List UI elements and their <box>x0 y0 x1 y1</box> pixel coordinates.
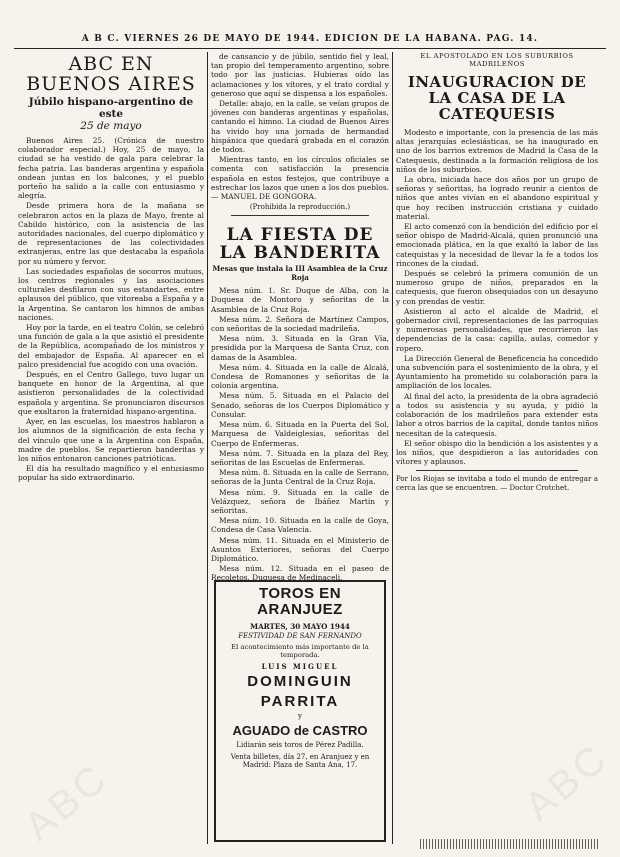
ad-name-3: PARRITA <box>260 693 340 710</box>
ad-date: MARTES, 30 MAYO 1944 <box>250 622 350 631</box>
banderita-subheadline: Mesas que instala la III Asamblea de la Cruz Roja <box>212 264 388 283</box>
paragraph: La obra, iniciada hace dos años por un grupo de señoras y señoritas, ha logrado reunir a cientos de niños que antes vivían en el abandono espiritual y que hoy reciben instrucción cristiana y cuidado material. <box>396 175 598 221</box>
ad-tickets: Venta billetes, día 27, en Aranjuez y en Madrid: Plaza de Santa Ana, 17. <box>230 752 370 769</box>
paragraph: Hoy por la tarde, en el teatro Colón, se celebró una función de gala a la que asistió el presidente de la República, acompañado de los ministros y del embajador de España. Al aparecer en el palco presidencial fue acogido con una ovación. <box>18 323 204 369</box>
paragraph: El acto comenzó con la bendición del edificio por el señor obispo de Madrid-Alcalá, quien pronunció una emocionada plática, en la que exaltó la labor de las catequistas y la necesidad de llevar la fe a todos los rincones de la ciudad. <box>396 222 598 268</box>
paragraph: Mesa núm. 4. Situada en la calle de Alcalá, Condesa de Romanones y señoritas de la colonia argentina. <box>211 362 389 391</box>
paragraph: Mesa núm. 1. Sr. Duque de Alba, con la Duquesa de Montoro y señoritas de la Asamblea de la Cruz Roja. <box>211 286 389 314</box>
column-divider-1 <box>207 52 208 844</box>
paragraph: Las sociedades españolas de socorros mutuos, los centros regionales y las asociaciones culturales desfilaron con sus estandartes, entre aplausos del público, que vitoreaba a España y a la Argentina. Se cantaron los himnos de ambas naciones. <box>18 266 204 322</box>
page-header: A B C. VIERNES 26 DE MAYO DE 1944. EDICION DE LA HABANA. PAG. 14. <box>81 34 539 44</box>
paragraph: Mesa núm. 11. Situada en el Ministerio de Asuntos Exteriores, señoras del Cuerpo Diplomático. <box>211 535 389 563</box>
kicker: EL APOSTOLADO EN LOS SUBURBIOS MADRILEÑOS <box>420 52 574 68</box>
banderita-body <box>211 286 389 582</box>
paragraph: Mientras tanto, en los círculos oficiales se comenta con satisfacción la presencia española en estos festejos, que contribuye a estrechar los lazos que unen a los dos pueblos. — MANUEL DE GONGORA. <box>211 155 389 202</box>
ad-name-1: LUIS MIGUEL <box>261 662 339 671</box>
paragraph: Mesa núm. 3. Situada en la Gran Vía, presidida por la Marquesa de Santa Cruz, con damas de la Asamblea. <box>211 334 389 362</box>
footnote: Por los Riojas se invitaba a todo el mundo de entregar a cerca las que se encuentren. — Doctor Crotchet. <box>396 475 598 492</box>
subheadline: Júbilo hispano-argentino de este <box>28 96 194 120</box>
paragraph: Mesa núm. 5. Situada en el Palacio del Senado, señoras de los Cuerpos Diplomático y Consular. <box>211 391 389 419</box>
paragraph: Mesa núm. 7. Situada en la plaza del Rey, señoritas de las Escuelas de Enfermeras. <box>211 448 389 467</box>
separator <box>416 470 578 471</box>
paragraph: Después, en el Centro Gallego, tuvo lugar un banquete en honor de la Argentina, al que asistieron personalidades de la colectividad española y argentina. Se pronunciaron discursos que exaltaron la fraternidad hispano-argentina. <box>18 370 204 416</box>
scan-margin-marks <box>420 839 600 849</box>
paragraph: Mesa núm. 6. Situada en la Puerta del Sol, Marquesa de Valdeiglesias, señoritas del Cuerpo de Enfermeras. <box>211 420 389 448</box>
column-1 <box>18 52 204 847</box>
watermark: ABC <box>16 754 118 850</box>
ad-name-2: DOMINGUIN <box>247 673 353 690</box>
paragraph: Mesa núm. 9. Situada en la calle de Velázquez, señora de Ibáñez Martín y señoritas. <box>211 487 389 515</box>
paragraph: Al final del acto, la presidenta de la obra agradeció a todos su asistencia y su ayuda, y pidió la colaboración de los madrileños para extender esta labor a otros barrios de la capital, donde tantos niños necesitan de la catequesis. <box>396 391 598 438</box>
ad-info: El acontecimiento más importante de la temporada. <box>231 643 369 659</box>
paragraph: Mesa núm. 12. Situada en el paseo de Recoletos, Duquesa de Medinaceli. <box>211 564 389 583</box>
ad-bulls: Lidiarán seis toros de Pérez Padilla. <box>236 741 364 749</box>
ad-and: y <box>298 712 302 720</box>
column-3 <box>396 52 598 847</box>
article-continuation <box>211 52 389 201</box>
paragraph: La Dirección General de Beneficencia ha concedido una subvención para el sostenimiento de la obra, y el Ayuntamiento ha prometido su colaboración para la ampliación de los locales. <box>396 353 598 391</box>
paragraph: Buenos Aires 25. (Crónica de nuestro colaborador especial.) Hoy, 25 de mayo, la ciudad se ha vestido de gala para celebrar la fecha patria. Las banderas argentina y española ondean juntas en los balcones, y el pueblo porteño ha salido a la calle con entusiasmo y alegría. <box>18 136 204 201</box>
reproduction-notice: (Prohibida la reproducción.) <box>249 203 351 212</box>
subheadline-date: 25 de mayo <box>80 120 142 132</box>
paragraph: Modesto e importante, con la presencia de las más altas jerarquías eclesiásticas, se ha inaugurado en uno de los barrios extremos de Madrid la Casa de la Catequesis, destinada a la formación religiosa de los niños de los suburbios. <box>396 128 598 174</box>
paragraph: Después se celebró la primera comunión de un numeroso grupo de niños, preparados en la catequesis, que fueron obsequiados con un desayuno y con prendas de vestir. <box>396 269 598 306</box>
paragraph: Mesa núm. 2. Señora de Martínez Campos, con señoritas de la sociedad madrileña. <box>211 314 389 334</box>
paragraph: El señor obispo dio la bendición a los asistentes y a los niños, que despidieron a las autoridades con vítores y aplausos. <box>396 438 598 467</box>
paragraph: Detalle: abajo, en la calle, se veían grupos de jóvenes con banderas argentinas y españolas, cantando el himno. La ciudad de Buenos Aires ha vivido hoy una jornada de hermandad hispánica que quedará grabada en el corazón de todos. <box>211 99 389 155</box>
ad-festival: FESTIVIDAD DE SAN FERNANDO <box>238 632 362 640</box>
paragraph: El día ha resultado magnífico y el entusiasmo popular ha sido extraordinario. <box>18 464 204 483</box>
paragraph: Mesa núm. 10. Situada en la calle de Goya, Condesa de Casa Valencia. <box>211 516 389 535</box>
article-body-1 <box>18 136 204 483</box>
headline-banderita: LA FIESTA DE LA BANDERITA <box>219 225 381 264</box>
bullfight-advertisement <box>214 580 386 842</box>
headline-abc-buenos-aires: ABC EN BUENOS AIRES <box>26 53 196 95</box>
separator <box>231 215 369 216</box>
column-2 <box>211 52 389 583</box>
headline-catequesis: INAUGURACION DE LA CASA DE LA CATEQUESIS <box>407 73 587 123</box>
paragraph: Ayer, en las escuelas, los maestros hablaron a los alumnos de la significación de esta fecha y del vínculo que une a la Argentina con España, madre de pueblos. Se repartieron banderitas y los niños entonaron canciones patrióticas. <box>18 417 204 463</box>
ad-name-4: AGUADO de CASTRO <box>232 723 368 738</box>
column-divider-2 <box>392 52 393 844</box>
paragraph: Mesa núm. 8. Situada en la calle de Serrano, señoras de la Junta Central de la Cruz Roja. <box>211 468 389 487</box>
paragraph: de cansancio y de júbilo, sentido fiel y leal, tan propio del temperamento argentino, sobre todo por las justicias. Hubieras oído las aclamaciones y los vítores, y el trato cordial y generoso que aquí se dispensa a los españoles. <box>211 52 389 98</box>
header-rule <box>14 48 606 49</box>
paragraph: Desde primera hora de la mañana se celebraron actos en la plaza de Mayo, frente al Cabildo histórico, con la asistencia de las autoridades nacionales, del cuerpo diplomático y de representaciones de las colectividades extranjeras, entre las que destacaba la española por su número y fervor. <box>18 201 204 266</box>
ad-title: TOROS EN ARANJUEZ <box>257 585 343 618</box>
paragraph: Asistieron al acto el alcalde de Madrid, el gobernador civil, representaciones de las parroquias y numerosas personalidades, que recorrieron las dependencias de la casa: capilla, aulas, comedor y ropero. <box>396 306 598 353</box>
article-body-3 <box>396 128 598 466</box>
watermark: ABC <box>516 734 618 830</box>
